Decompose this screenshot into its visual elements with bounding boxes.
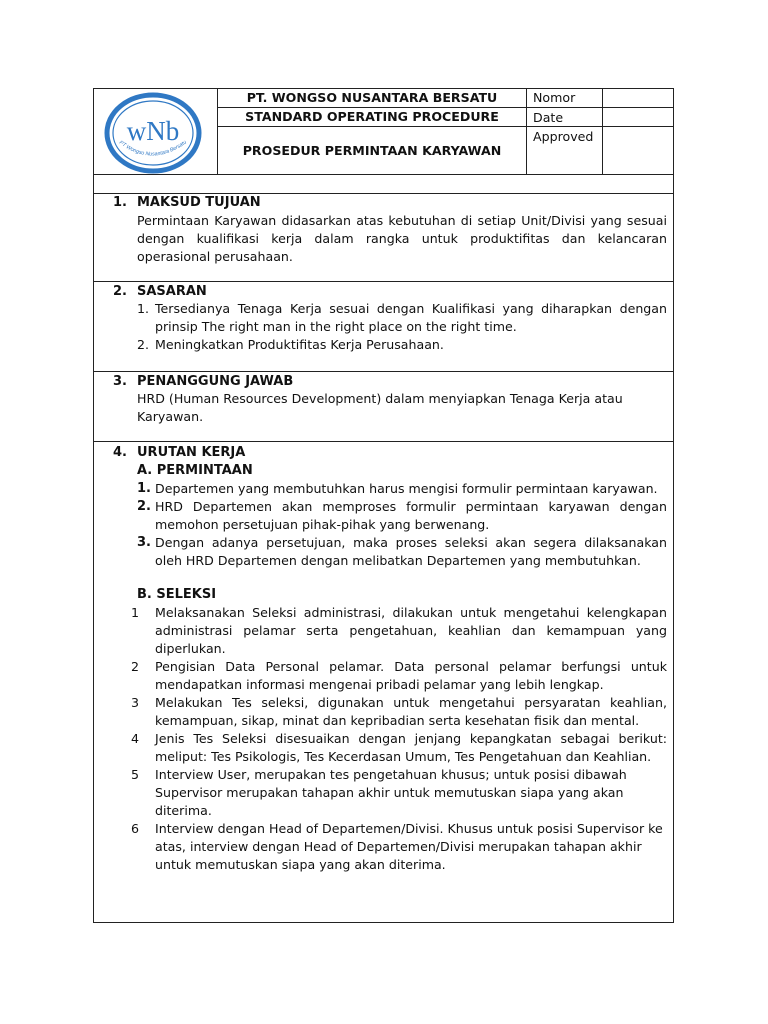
list-item-text: Melakukan Tes seleksi, digunakan untuk mengetahui persyaratan keahlian, kemampuan, sikap, minat dan kepribadian serta kesehatan fisik dan mental. xyxy=(155,695,667,728)
list-item-text: Pengisian Data Personal pelamar. Data personal pelamar berfungsi untuk mendapatkan informasi mengenai pribadi pelamar yang lebih lengkap. xyxy=(155,659,667,692)
section-4-number: 4. xyxy=(113,445,127,460)
list-item xyxy=(137,534,667,570)
logo-wordmark: wNb xyxy=(126,116,180,146)
section-1-body: Permintaan Karyawan didasarkan atas kebutuhan di setiap Unit/Divisi yang sesuai dengan kualifikasi kerja dalam rangka untuk produktifitas dan kelancaran operasional perusahaan. xyxy=(137,213,667,264)
sasaran-list xyxy=(137,300,667,354)
header-divider-meta xyxy=(526,88,527,174)
date-label: Date xyxy=(533,110,564,125)
list-item xyxy=(131,766,667,820)
header-divider-meta-value xyxy=(602,88,603,174)
seleksi-list xyxy=(131,604,667,874)
section-1-title: MAKSUD TUJUAN xyxy=(137,195,261,210)
list-item-text: Interview dengan Head of Departemen/Divisi. Khusus untuk posisi Supervisor ke atas, interview dengan Head of Departemen/Divisi merupakan tahapan akhir untuk memutuskan siapa yang akan diterima. xyxy=(155,821,663,872)
logo-arc-text: PT Wongso Nusantara Bersatu xyxy=(117,139,188,158)
nomor-label: Nomor xyxy=(533,90,576,105)
section-2-title: SASARAN xyxy=(137,284,207,299)
header-row-line-2 xyxy=(217,126,674,127)
section-divider-1 xyxy=(93,281,674,282)
list-item-text: Melaksanakan Seleksi administrasi, dilakukan untuk mengetahui kelengkapan administrasi pelamar serta pengetahuan, keahlian dan kemampuan yang diperlukan. xyxy=(155,605,667,656)
permintaan-list xyxy=(137,480,667,570)
list-item-number: 3 xyxy=(131,695,140,710)
section-3-title: PENANGGUNG JAWAB xyxy=(137,374,294,389)
permintaan-subheading: A. PERMINTAAN xyxy=(137,463,253,478)
section-3-heading xyxy=(113,374,293,389)
list-item-number: 3. xyxy=(137,535,151,550)
list-item-text: Tersedianya Tenaga Kerja sesuai dengan Kualifikasi yang diharapkan dengan prinsip The right man in the right place on the right time. xyxy=(155,301,667,334)
list-item-number: 2 xyxy=(131,659,140,674)
list-item-text: Departemen yang membutuhkan harus mengisi formulir permintaan karyawan. xyxy=(155,481,658,496)
header-row-line-1 xyxy=(217,107,674,108)
approved-label: Approved xyxy=(533,129,594,144)
section-2-number: 2. xyxy=(113,284,127,299)
spacer-row-line xyxy=(93,193,674,194)
section-2-heading xyxy=(113,284,207,299)
list-item-text: Interview User, merupakan tes pengetahuan khusus; untuk posisi dibawah Supervisor merupakan tahapan akhir untuk memutuskan siapa yang akan diterima. xyxy=(155,767,627,818)
list-item-text: Dengan adanya persetujuan, maka proses seleksi akan segera dilaksanakan oleh HRD Departemen dengan melibatkan Departemen yang membutuhkan. xyxy=(155,535,667,568)
list-item xyxy=(137,480,667,498)
list-item xyxy=(137,300,667,336)
list-item xyxy=(131,658,667,694)
list-item-number: 5 xyxy=(131,767,140,782)
list-item-text: HRD Departemen akan memproses formulir permintaan karyawan dengan memohon persetujuan pihak-pihak yang berwenang. xyxy=(155,499,667,532)
list-item xyxy=(131,694,667,730)
section-1-number: 1. xyxy=(113,195,127,210)
list-item-number: 1. xyxy=(137,481,151,496)
list-item-text: Jenis Tes Seleksi disesuaikan dengan jenjang kepangkatan sebagai berikut: meliput: Tes Psikologis, Tes Kecerdasan Umum, Tes Pengetahuan dan Keahlian. xyxy=(155,731,667,764)
list-item xyxy=(131,604,667,658)
section-divider-3 xyxy=(93,441,674,442)
company-logo xyxy=(103,91,203,175)
list-item-number: 1. xyxy=(137,301,150,316)
section-1-heading xyxy=(113,195,261,210)
list-item xyxy=(131,820,667,874)
section-divider-2 xyxy=(93,371,674,372)
company-name: PT. WONGSO NUSANTARA BERSATU xyxy=(246,90,498,105)
section-3-number: 3. xyxy=(113,374,127,389)
section-3-body: HRD (Human Resources Development) dalam menyiapkan Tenaga Kerja atau Karyawan. xyxy=(137,391,623,424)
list-item-number: 2. xyxy=(137,337,150,352)
seleksi-subheading: B. SELEKSI xyxy=(137,587,217,602)
section-4-title: URUTAN KERJA xyxy=(137,445,246,460)
section-4-heading xyxy=(113,445,245,460)
list-item xyxy=(137,336,667,354)
list-item-text: Meningkatkan Produktifitas Kerja Perusahaan. xyxy=(155,337,444,352)
document-type: STANDARD OPERATING PROCEDURE xyxy=(245,109,499,124)
list-item xyxy=(131,730,667,766)
list-item-number: 1 xyxy=(131,605,140,620)
document-title: PROSEDUR PERMINTAAN KARYAWAN xyxy=(242,143,502,158)
list-item-number: 6 xyxy=(131,821,140,836)
list-item xyxy=(137,498,667,534)
list-item-number: 2. xyxy=(137,499,151,514)
list-item-number: 4 xyxy=(131,731,140,746)
